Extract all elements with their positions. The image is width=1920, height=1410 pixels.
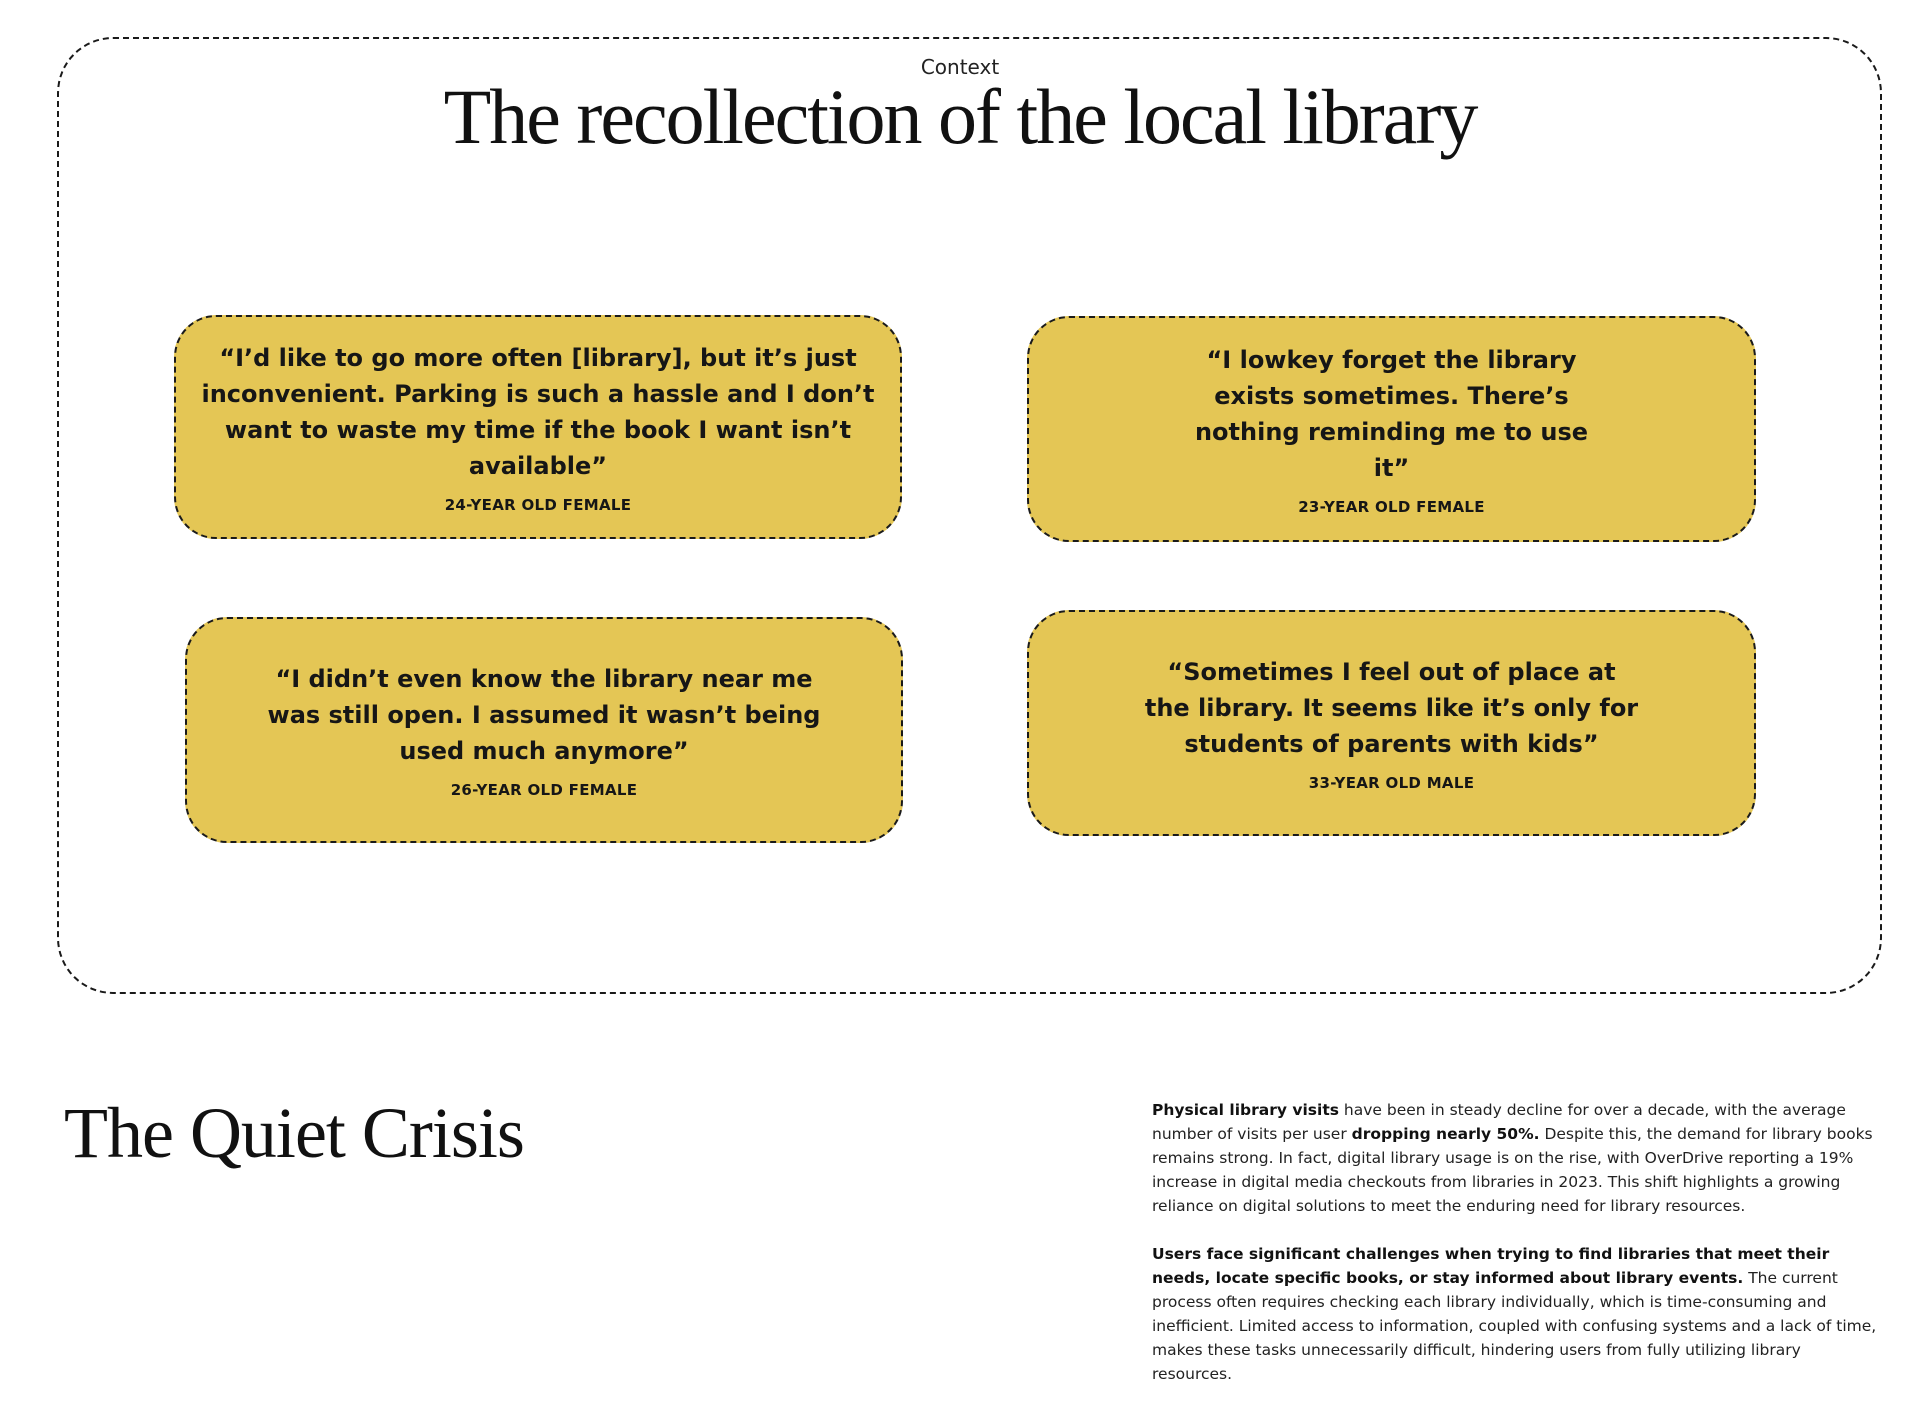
page-title: The recollection of the local library xyxy=(443,73,1477,160)
quote-card xyxy=(1027,316,1756,542)
quote-attribution: 33-YEAR OLD MALE xyxy=(1308,774,1475,792)
crisis-paragraph xyxy=(1152,1098,1882,1218)
quote-text: “I lowkey forget the library exists sometimes. There’s nothing reminding me to use it” xyxy=(1194,346,1589,482)
quote-text: “I’d like to go more often [library], but it’s just inconvenient. Parking is such a hassle and I don’t want to waste my time if the book I want isn’t available” xyxy=(201,344,875,480)
quote-text: “Sometimes I feel out of place at the library. It seems like it’s only for students of parents with kids” xyxy=(1144,658,1639,758)
quote-card xyxy=(174,315,902,539)
quote-card xyxy=(185,617,903,843)
quote-text: “I didn’t even know the library near me was still open. I assumed it wasn’t being used much anymore” xyxy=(267,665,821,765)
quote-attribution: 23-YEAR OLD FEMALE xyxy=(1298,498,1485,516)
body-text-run: have been in steady decline for over a decade, with the average number of visits per user xyxy=(1152,1101,1846,1143)
section-title: The Quiet Crisis xyxy=(64,1093,524,1173)
bold-phrase: Physical library visits xyxy=(1152,1101,1339,1119)
body-text-run: Despite this, the demand for library books remains strong. In fact, digital library usage is on the rise, with OverDrive reporting a 19% increase in digital media checkouts from libraries in 2023. This shift highlights a growing reliance on digital solutions to meet the enduring need for library resources. xyxy=(1152,1125,1873,1215)
crisis-paragraph xyxy=(1152,1242,1882,1386)
context-label: Context xyxy=(920,55,1000,79)
bold-phrase: Users face significant challenges when trying to find libraries that meet their needs, locate specific books, or stay informed about library events. xyxy=(1152,1245,1830,1287)
crisis-body xyxy=(1152,1098,1882,1410)
body-text-run: The current process often requires checking each library individually, which is time-consuming and inefficient. Limited access to information, coupled with confusing systems and a lack of time, makes these tasks unnecessarily difficult, hindering users from fully utilizing library resources. xyxy=(1152,1269,1877,1383)
bold-phrase: dropping nearly 50%. xyxy=(1351,1125,1540,1143)
quote-attribution: 26-YEAR OLD FEMALE xyxy=(450,781,638,799)
quote-card xyxy=(1027,610,1756,836)
quote-attribution: 24-YEAR OLD FEMALE xyxy=(444,496,632,514)
